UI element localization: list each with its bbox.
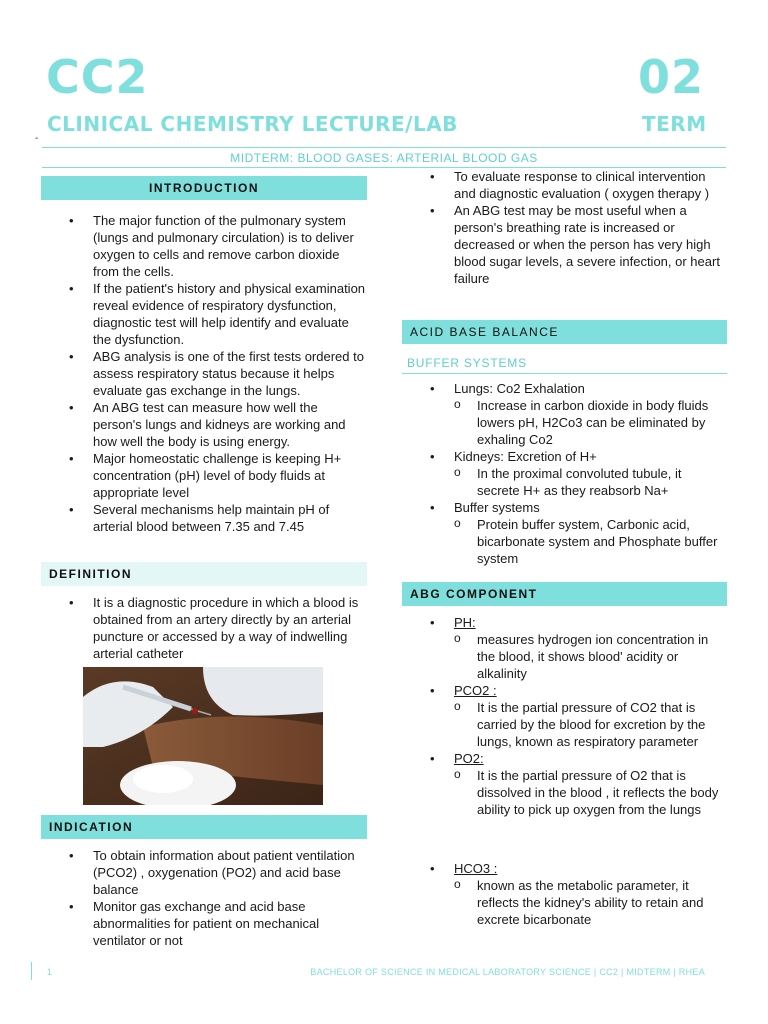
course-code: CC2 bbox=[46, 50, 149, 104]
list-item: • To evaluate response to clinical intervention and diagnostic evaluation ( oxygen therapy ) bbox=[402, 168, 727, 202]
term-label: TERM bbox=[642, 112, 707, 136]
ph-label: PH: bbox=[454, 615, 476, 630]
indication-section bbox=[41, 815, 367, 949]
sub-list-item: o It is the partial pressure of O2 that is dissolved in the blood , it reflects the body ability to pick up oxygen from the lungs bbox=[402, 767, 727, 818]
buffer-list bbox=[402, 380, 727, 567]
list-item: • Major homeostatic challenge is keeping H+ concentration (pH) level of body fluids at appropriate level bbox=[41, 450, 367, 501]
arterial-puncture-photo bbox=[83, 667, 323, 805]
definition-list bbox=[41, 594, 367, 662]
course-title: CLINICAL CHEMISTRY LECTURE/LAB bbox=[47, 112, 458, 136]
hco3-label: HCO3 : bbox=[454, 861, 498, 876]
list-item: • To obtain information about patient ventilation (PCO2) , oxygenation (PO2) and acid base balance bbox=[41, 847, 367, 898]
introduction-section bbox=[41, 176, 367, 535]
list-item: • If the patient's history and physical examination reveal evidence of respiratory dysfunction, diagnostic test will help identify and evaluate the dysfunction. bbox=[41, 280, 367, 348]
list-item: • It is a diagnostic procedure in which a blood is obtained from an artery directly by an arterial puncture or accessed by a way of indwelling arterial catheter bbox=[41, 594, 367, 662]
abg-component-heading: ABG COMPONENT bbox=[402, 582, 727, 606]
list-item bbox=[402, 750, 727, 767]
introduction-heading: INTRODUCTION bbox=[41, 176, 367, 200]
list-item: • Several mechanisms help maintain pH of arterial blood between 7.35 and 7.45 bbox=[41, 501, 367, 535]
list-item: • An ABG test can measure how well the person's lungs and kidneys are working and how well the body is using energy. bbox=[41, 399, 367, 450]
buffer-systems-heading: BUFFER SYSTEMS bbox=[407, 356, 527, 370]
po2-label: PO2: bbox=[454, 751, 484, 766]
list-item: • The major function of the pulmonary system (lungs and pulmonary circulation) is to deliver oxygen to cells and remove carbon dioxide from the cells. bbox=[41, 212, 367, 280]
abg-component-section bbox=[402, 582, 727, 928]
introduction-list bbox=[41, 212, 367, 535]
footer-text: BACHELOR OF SCIENCE IN MEDICAL LABORATORY SCIENCE | CC2 | MIDTERM | RHEA bbox=[310, 967, 705, 977]
list-item: • An ABG test may be most useful when a person's breathing rate is increased or decreased or when the person has very high blood sugar levels, a severe infection, or heart failure bbox=[402, 202, 727, 287]
list-item bbox=[402, 614, 727, 631]
footer-bar bbox=[31, 962, 32, 980]
acid-base-heading: ACID BASE BALANCE bbox=[402, 320, 727, 344]
page-number: 1 bbox=[47, 967, 53, 977]
list-item: • Buffer systems bbox=[402, 499, 727, 516]
indication-heading: INDICATION bbox=[41, 815, 367, 839]
list-item bbox=[402, 860, 727, 877]
dash-mark: - bbox=[35, 133, 39, 144]
list-item bbox=[402, 682, 727, 699]
indication-continued bbox=[402, 168, 727, 287]
term-number: 02 bbox=[638, 50, 705, 104]
list-item: • Kidneys: Excretion of H+ bbox=[402, 448, 727, 465]
sub-list-item: o In the proximal convoluted tubule, it secrete H+ as they reabsorb Na+ bbox=[402, 465, 727, 499]
document-subtitle: MIDTERM: BLOOD GASES: ARTERIAL BLOOD GAS bbox=[230, 151, 538, 165]
sub-list-item: o known as the metabolic parameter, it reflects the kidney's ability to retain and excrete bicarbonate bbox=[402, 877, 727, 928]
definition-heading: DEFINITION bbox=[41, 562, 367, 586]
buffer-rule bbox=[402, 373, 727, 374]
sub-list-item: o Increase in carbon dioxide in body fluids lowers pH, H2Co3 can be eliminated by exhaling Co2 bbox=[402, 397, 727, 448]
definition-section bbox=[41, 562, 367, 662]
indication-list bbox=[41, 847, 367, 949]
header-rule-top bbox=[42, 147, 726, 148]
abg-component-list bbox=[402, 614, 727, 928]
sub-list-item: o Protein buffer system, Carbonic acid, bicarbonate system and Phosphate buffer system bbox=[402, 516, 727, 567]
list-item: • Monitor gas exchange and acid base abnormalities for patient on mechanical ventilator or not bbox=[41, 898, 367, 949]
sub-list-item: o measures hydrogen ion concentration in the blood, it shows blood' acidity or alkalinity bbox=[402, 631, 727, 682]
list-item: • Lungs: Co2 Exhalation bbox=[402, 380, 727, 397]
acid-base-section bbox=[402, 320, 727, 567]
pco2-label: PCO2 : bbox=[454, 683, 497, 698]
list-item: • ABG analysis is one of the first tests ordered to assess respiratory status because it helps evaluate gas exchange in the lungs. bbox=[41, 348, 367, 399]
sub-list-item: o It is the partial pressure of CO2 that is carried by the blood for excretion by the lungs, known as respiratory parameter bbox=[402, 699, 727, 750]
indication-list-continued bbox=[402, 168, 727, 287]
